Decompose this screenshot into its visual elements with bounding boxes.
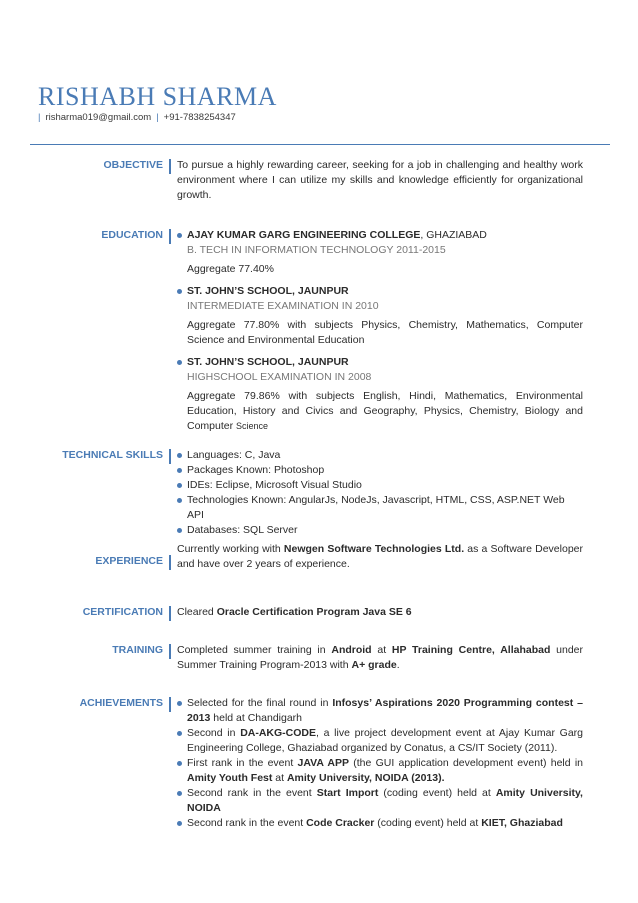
section-bar [169,555,171,570]
institution-name: ST. JOHN’S SCHOOL, JAUNPUR [187,285,349,297]
education-list [177,284,583,299]
education-label: EDUCATION [101,229,163,241]
objective-text: To pursue a highly rewarding career, seeking for a job in challenging and healthy work environment where I can utilize my skills and knowledge efficiently for organizational growth. [177,159,583,201]
skills-content [177,448,583,538]
degree-line: HIGHSCHOOL EXAMINATION IN 2008 [187,371,372,383]
achievement-item: Second rank in the event Start Import (coding event) held at Amity University, NOIDA [177,786,583,816]
education-detail: Aggregate 77.40% [187,263,274,275]
achievement-item: Second in DA-AKG-CODE, a live project development event at Ajay Kumar Garg Engineering College, Ghaziabad organized by Conatus, a CS/IT Society (2011). [177,726,583,756]
skill-item: Technologies Known: AngularJs, NodeJs, Javascript, HTML, CSS, ASP.NET Web API [177,493,583,523]
education-detail-tail: Science [236,421,269,431]
experience-text: Currently working with Newgen Software Technologies Ltd. as a Software Developer and have over 2 years of experience. [177,543,583,570]
header-divider [30,144,610,145]
education-entry [177,228,583,243]
education-content [177,228,583,434]
certification-text: Cleared Oracle Certification Program Java SE 6 [177,606,412,618]
education-entry [177,355,583,370]
skills-label: TECHNICAL SKILLS [62,449,163,461]
section-bar [169,644,171,659]
education-detail: Aggregate 77.80% with subjects Physics, Chemistry, Mathematics, Computer Science and Environmental Education [187,319,583,346]
education-detail-text: Aggregate 79.86% with subjects English, Hindi, Mathematics, Environmental Education, History and Civics and Geography, Physics, Chemistry, Biology and Computer [187,390,583,432]
phone: +91-7838254347 [163,112,236,123]
skill-item: Databases: SQL Server [177,523,583,538]
company-name: Newgen Software Technologies Ltd. [283,543,465,555]
contact-line [38,112,236,123]
section-bar [169,159,171,174]
training-text: Completed summer training in Android at HP Training Centre, Allahabad under Summer Training Program-2013 with A+ grade. [177,644,583,671]
education-list [177,355,583,370]
achievements-list [177,696,583,831]
achievement-item: Selected for the final round in Infosys’ Aspirations 2020 Programming contest – 2013 held at Chandigarh [177,696,583,726]
degree-line: B. TECH IN INFORMATION TECHNOLOGY 2011-2015 [187,244,446,256]
certification-name: Oracle Certification Program Java SE 6 [216,606,412,618]
section-bar [169,697,171,712]
certification-label: CERTIFICATION [82,606,163,618]
skill-item: Languages: C, Java [177,448,583,463]
education-entry [177,284,583,299]
institution-name: AJAY KUMAR GARG ENGINEERING COLLEGE [187,229,421,241]
skill-item: IDEs: Eclipse, Microsoft Visual Studio [177,478,583,493]
objective-label: OBJECTIVE [103,159,163,171]
education-detail [177,389,583,434]
skills-list [177,448,583,538]
candidate-name: RISHABH SHARMA [38,82,277,111]
training-label: TRAINING [112,644,163,656]
achievement-item: First rank in the event JAVA APP (the GUI application development event) held in Amity Youth Fest at Amity University, NOIDA (2013). [177,756,583,786]
skill-item: Packages Known: Photoshop [177,463,583,478]
degree-line: INTERMEDIATE EXAMINATION IN 2010 [187,300,379,312]
contact-separator: | [38,112,41,123]
section-bar [169,229,171,244]
section-bar [169,449,171,464]
experience-label: EXPERIENCE [95,555,163,567]
institution-name: ST. JOHN’S SCHOOL, JAUNPUR [187,356,349,368]
education-list [177,228,583,243]
achievements-content [177,696,583,831]
email: risharma019@gmail.com [45,112,152,123]
section-bar [169,606,171,621]
achievement-item: Second rank in the event Code Cracker (coding event) held at KIET, Ghaziabad [177,816,583,831]
institution-location: , GHAZIABAD [420,229,487,241]
contact-separator: | [156,112,159,123]
achievements-label: ACHIEVEMENTS [79,697,163,709]
